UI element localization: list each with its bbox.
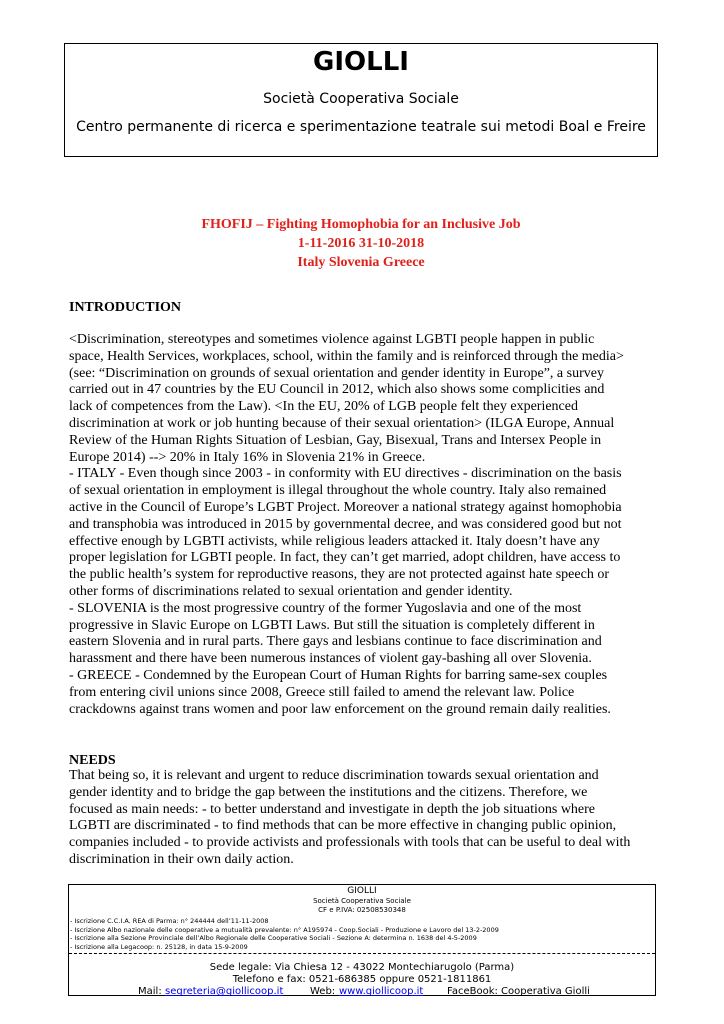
project-countries: Italy Slovenia Greece: [297, 255, 425, 270]
footer-phone: Telefono e fax: 0521-686385 oppure 0521-1811861: [232, 974, 492, 986]
registration-item: - Iscrizione C.C.I.A. REA di Parma: n° 244444 dell’11-11-2008: [70, 917, 269, 925]
paragraph-line: - ITALY - Even though since 2003 - in conformity with EU directives - discrimination on the basis: [69, 466, 622, 482]
paragraph-line: - GREECE - Condemned by the European Court of Human Rights for barring same-sex couples: [69, 667, 608, 683]
paragraph-line: That being so, it is relevant and urgent to reduce discrimination towards sexual orientation and: [69, 768, 599, 783]
paragraph-line: the public health’s system for reproductive reasons, they are not protected against hate speech or: [69, 567, 609, 583]
registration-item: - Iscrizione Albo nazionale delle cooperative a mutualità prevalente: n° A195974 - Coop.Sociali - Produzione e Lavoro del 13-2-2009: [70, 925, 499, 934]
registration-item: - Iscrizione alla Legacoop: n. 25128, in data 15-9-2009: [70, 942, 248, 951]
paragraph-line: active in the Council of Europe’s LGBT Project. Moreover a national strategy against homophobia: [69, 499, 622, 515]
project-block: [64, 215, 658, 272]
paragraph-line: and transphobia was introduced in 2015 by governmental decree, and was considered good but not: [69, 516, 622, 532]
org-description: Centro permanente di ricerca e sperimentazione teatrale sui metodi Boal e Freire: [76, 119, 646, 135]
paragraph-line: companies included - to provide activists and professionals with tools that can be useful to deal with: [69, 835, 631, 851]
web-label: Web:: [310, 986, 336, 998]
web-link[interactable]: www.giollicoop.it: [339, 986, 424, 998]
footer-registrations: [69, 917, 655, 951]
footer-divider: [69, 953, 655, 954]
paragraph-line: harassment and there have been numerous instances of violent gay-bashing all over Slovenia.: [69, 651, 592, 667]
paragraph-line: discrimination at work or job hunting because of their sexual orientation> (ILGA Europe, Annual: [69, 415, 615, 431]
paragraph-line: (see: “Discrimination on grounds of sexual orientation and gender identity in Europe”, a survey: [69, 365, 604, 381]
mail-link[interactable]: segreteria@giollicoop.it: [165, 986, 284, 998]
paragraph-line: effective enough by LGBTI activists, while religious leaders attacked it. Italy doesn’t have any: [69, 533, 600, 549]
paragraph-line: space, Health Services, workplaces, school, within the family and is reinforced through the media>: [69, 348, 624, 364]
paragraph-line: Europe 2014) --> 20% in Italy 16% in Slovenia 21% in Greece.: [69, 449, 426, 465]
org-title: GIOLLI: [313, 47, 409, 77]
footer-org-type: Società Cooperativa Sociale: [313, 897, 411, 905]
paragraph-line: <Discrimination, stereotypes and sometimes violence against LGBTI people happen in public: [69, 332, 595, 347]
paragraph-line: proper legislation for LGBTI people. In fact, they can’t get married, adopt children, have access to: [69, 550, 621, 566]
paragraph-line: gender identity and to bridge the gap between the institutions and the citizens. Therefore, we: [69, 784, 588, 800]
registration-item: - Iscrizione alla Sezione Provinciale dell’Albo Regionale delle Cooperative Sociali - Sezione A: determina n. 1638 del 4-5-2009: [70, 934, 477, 943]
footer-org-name: GIOLLI: [347, 886, 377, 896]
footer-links: [69, 986, 655, 998]
paragraph-line: eastern Slovenia and in rural parts. There gays and lesbians continue to face discrimination and: [69, 634, 602, 650]
footer-box: [68, 884, 656, 996]
paragraph-line: carried out in 47 countries by the EU Council in 2012, which also shows some complicities and: [69, 382, 605, 398]
paragraph-line: other forms of discriminations related to sexual orientation and gender identity.: [69, 583, 513, 599]
needs-body: [69, 768, 669, 869]
org-subtitle: Società Cooperativa Sociale: [263, 91, 459, 107]
mail-label: Mail:: [138, 986, 162, 998]
footer-address: Sede legale: Via Chiesa 12 - 43022 Montechiarugolo (Parma): [209, 962, 515, 974]
footer-tax-id: CF e P.IVA: 02508530348: [318, 906, 406, 914]
introduction-body: [69, 332, 669, 718]
paragraph-line: LGBTI are discriminated - to find methods that can be more effective in changing public opinion,: [69, 818, 617, 834]
paragraph-line: discrimination in their own daily action.: [69, 851, 294, 867]
facebook-info: FaceBook: Cooperativa Giolli: [447, 986, 590, 998]
paragraph-line: focused as main needs: - to better understand and investigate in depth the job situations where: [69, 801, 596, 817]
paragraph-line: of sexual orientation in employment is illegal throughout the whole country. Italy also remained: [69, 483, 607, 499]
paragraph-line: - SLOVENIA is the most progressive country of the former Yugoslavia and one of the most: [69, 600, 582, 616]
letterhead-box: [64, 43, 658, 157]
paragraph-line: lack of competences from the Law). <In the EU, 20% of LGB people felt they experienced: [69, 399, 578, 415]
paragraph-line: from entering civil unions since 2008, Greece still failed to amend the relevant law. Police: [69, 684, 575, 700]
project-dates: 1-11-2016 31-10-2018: [297, 236, 425, 251]
project-name: FHOFIJ – Fighting Homophobia for an Inclusive Job: [201, 217, 521, 232]
needs-heading: NEEDS: [69, 753, 116, 768]
paragraph-line: progressive in Slavic Europe on LGBTI Laws. But still the situation is completely different in: [69, 617, 595, 633]
paragraph-line: Review of the Human Rights Situation of Lesbian, Gay, Bisexual, Trans and Intersex People in: [69, 432, 602, 448]
paragraph-line: crackdowns against trans women and poor law enforcement on the ground remain daily realities.: [69, 701, 611, 717]
introduction-heading: INTRODUCTION: [69, 300, 182, 315]
